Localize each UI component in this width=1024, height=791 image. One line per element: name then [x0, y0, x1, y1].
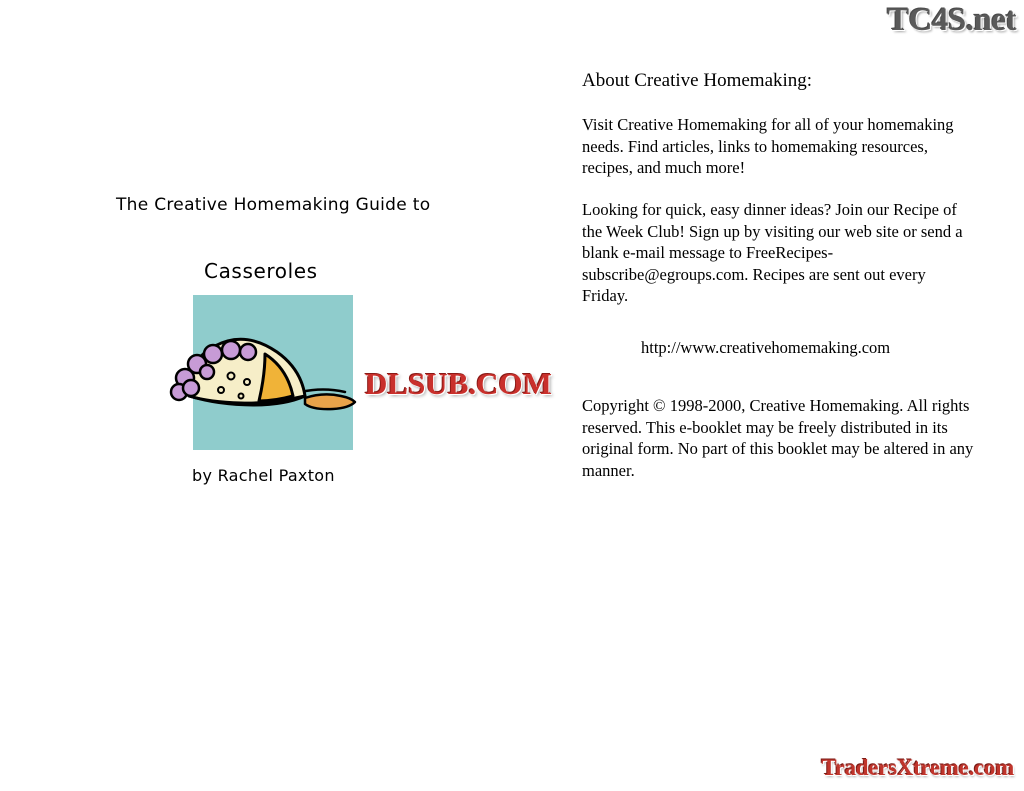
watermark-center: DLSUB.COM — [365, 366, 552, 401]
watermark-top-right: TC4S.net — [887, 2, 1016, 38]
website-url[interactable]: http://www.creativehomemaking.com — [641, 338, 891, 357]
about-paragraph-2: Looking for quick, easy dinner ideas? Join our Recipe of the Week Club! Sign up by visiting our web site or send a blank e-mail message to FreeRecipes-subscribe@egroups.com. Recipes are sent out every Friday. — [582, 200, 963, 305]
cover-subject-title: Casseroles — [204, 259, 318, 283]
watermark-bottom-right: TradersXtreme.com — [821, 755, 1014, 780]
cover-author: by Rachel Paxton — [192, 466, 335, 485]
about-paragraph-1: Visit Creative Homemaking for all of your homemaking needs. Find articles, links to homemaking resources, recipes, and much more! — [582, 115, 954, 177]
copyright-paragraph: Copyright © 1998-2000, Creative Homemaking. All rights reserved. This e-booklet may be freely distributed in its original form. No part of this booklet may be altered in any manner. — [582, 396, 974, 480]
about-heading: About Creative Homemaking: — [582, 70, 813, 91]
cover-title-line: The Creative Homemaking Guide to — [116, 195, 431, 215]
